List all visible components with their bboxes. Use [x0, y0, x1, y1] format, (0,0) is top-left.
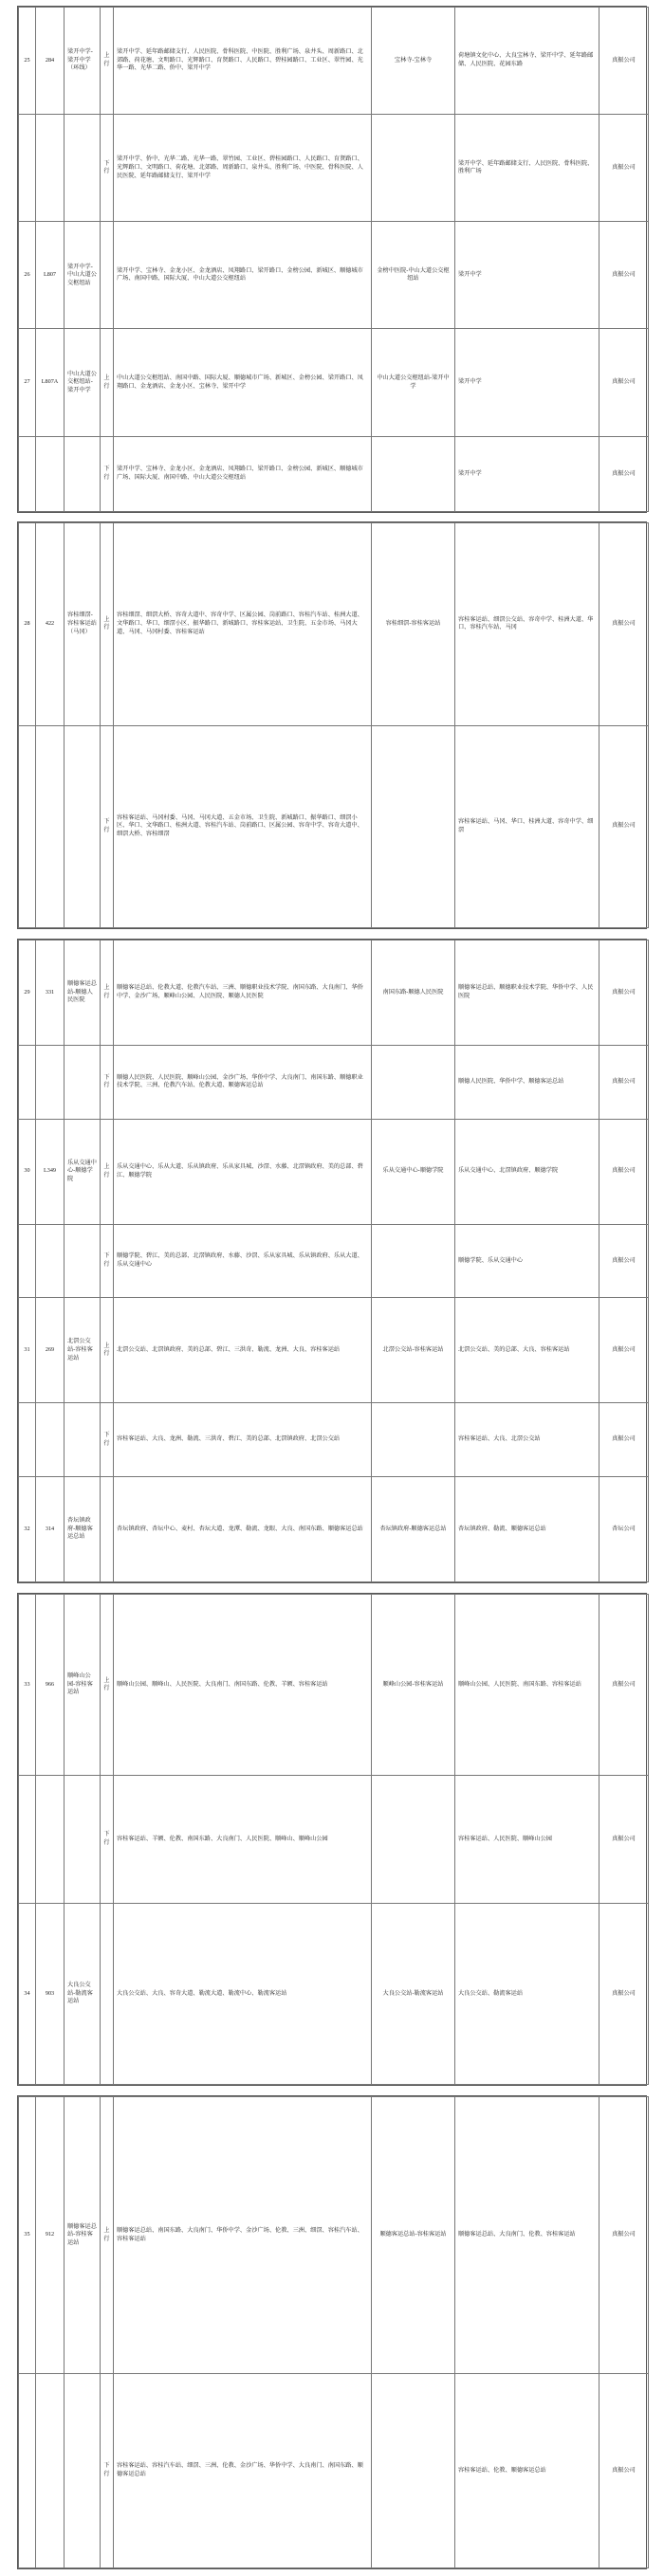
- hub-cell: [372, 115, 455, 222]
- route-code-cell: [36, 1224, 65, 1298]
- route-code-cell: [36, 1045, 65, 1119]
- route-number-cell: 25: [19, 8, 36, 115]
- hub-cell: [372, 1403, 455, 1477]
- table-row: [19, 1224, 649, 1298]
- hub-cell: 顺德客运总站-容桂客运站: [372, 2097, 455, 2374]
- operator-cell: 真振公司: [599, 1224, 649, 1298]
- route-terminals-cell: [65, 2374, 101, 2568]
- hub-cell: 乐从交通中心-顺德学院: [372, 1119, 455, 1224]
- table-row: [19, 523, 649, 726]
- direction-cell: 下行: [101, 436, 114, 511]
- operator-cell: 真振公司: [599, 329, 649, 436]
- direction-cell: [101, 1477, 114, 1582]
- stops-list-cell: 梁开中学、侨中、光华二路、光华一路、翠竹园、工业区、碧桂园路口、人民路口、育贤路口、光辉路口、文明路口、荷花塘、北郊路、周新路口、泉井头、胜利广场、中医院、骨科医院、人民医院、延年路邮储支行、梁开中学: [114, 115, 372, 222]
- table-row: [19, 2374, 649, 2568]
- connection-cell: 容桂客运站、人民医院、顺峰山公园: [455, 1776, 599, 1903]
- stops-list-cell: 容桂细滘、细滘大桥、容奇大道中、容奇中学、区属公园、岗前路口、容桂汽车站、桂洲大道、文华路口、华口、细滘小区、振华路口、新城路口、容桂客运站、卫生院、五金市场、马冈大道、马冈、马冈村委、容桂客运站: [114, 523, 372, 726]
- stops-list-cell: 梁开中学、宝林寺、金龙小区、金龙酒店、凤翔路口、梁开路口、金榜公园、新城区、顺德城市广场、南国中路、国际大厦、中山大道公交枢纽站: [114, 222, 372, 329]
- direction-cell: 上行: [101, 1119, 114, 1224]
- hub-cell: [372, 1045, 455, 1119]
- table-row: [19, 725, 649, 928]
- stops-list-cell: 梁开中学、延年路邮储支行、人民医院、骨科医院、中医院、胜利广场、泉井头、周新路口、北郊路、荷花塘、文明路口、光辉路口、育贤路口、人民路口、碧桂园路口、工业区、翠竹园、光华一路、光华二路、侨中、梁开中学: [114, 8, 372, 115]
- direction-cell: 下行: [101, 1403, 114, 1477]
- route-table-sheet-4: [17, 1593, 647, 2086]
- route-code-cell: 912: [36, 2097, 65, 2374]
- operator-cell: 真振公司: [599, 1045, 649, 1119]
- table-row: [19, 1903, 649, 2084]
- stops-list-cell: 顺德人民医院、人民医院、顺峰山公园、金沙广场、华侨中学、大良南门、南国东路、顺德职业技术学院、三洲、伦教汽车站、伦教大道、顺德客运总站: [114, 1045, 372, 1119]
- route-table: [18, 1594, 649, 2085]
- direction-cell: [101, 222, 114, 329]
- connection-cell: 荷塘镇文化中心、大良宝林寺、梁开中学、延年路邮储、人民医院、花园东路: [455, 8, 599, 115]
- stops-list-cell: 中山大道公交枢纽站、南国中路、国际大厦、顺德城市广场、新城区、金榜公园、梁开路口、凤翔路口、金龙酒店、金龙小区、宝林寺、梁开中学: [114, 329, 372, 436]
- direction-cell: 上行: [101, 941, 114, 1046]
- route-terminals-cell: [65, 115, 101, 222]
- route-table: [18, 7, 649, 512]
- table-row: [19, 1776, 649, 1903]
- hub-cell: 中山大道公交枢纽站-梁开中学: [372, 329, 455, 436]
- direction-cell: 下行: [101, 115, 114, 222]
- table-row: [19, 941, 649, 1046]
- operator-cell: 杏坛公司: [599, 1477, 649, 1582]
- route-number-cell: 33: [19, 1595, 36, 1776]
- hub-cell: 宝林寺-宝林寺: [372, 8, 455, 115]
- stops-list-cell: 乐从交通中心、乐从大道、乐从镇政府、乐从家具城、沙滘、水藤、北滘镇政府、美的总部、碧江、顺德学院: [114, 1119, 372, 1224]
- direction-cell: 上行: [101, 523, 114, 726]
- operator-cell: 真振公司: [599, 115, 649, 222]
- route-table-sheet-1: [17, 6, 647, 513]
- route-code-cell: 284: [36, 8, 65, 115]
- table-row: [19, 1119, 649, 1224]
- route-code-cell: [36, 436, 65, 511]
- route-code-cell: L349: [36, 1119, 65, 1224]
- connection-cell: 梁开中学: [455, 222, 599, 329]
- route-number-cell: 31: [19, 1298, 36, 1403]
- table-row: [19, 436, 649, 511]
- connection-cell: 大良公交站、勒流客运站: [455, 1903, 599, 2084]
- route-terminals-cell: [65, 1045, 101, 1119]
- table-row: [19, 222, 649, 329]
- table-row: [19, 115, 649, 222]
- direction-cell: 上行: [101, 1298, 114, 1403]
- route-number-cell: [19, 1403, 36, 1477]
- stops-list-cell: 北滘公交站、北滘镇政府、美的总部、碧江、三洪奇、勒流、龙洲、大良、容桂客运站: [114, 1298, 372, 1403]
- connection-cell: 顺德学院、乐从交通中心: [455, 1224, 599, 1298]
- route-code-cell: 314: [36, 1477, 65, 1582]
- operator-cell: 真振公司: [599, 1595, 649, 1776]
- operator-cell: 真振公司: [599, 725, 649, 928]
- table-row: [19, 1298, 649, 1403]
- connection-cell: 梁开中学: [455, 436, 599, 511]
- operator-cell: 真振公司: [599, 1119, 649, 1224]
- connection-cell: 北滘公交站、美的总部、大良、容桂客运站: [455, 1298, 599, 1403]
- operator-cell: 真振公司: [599, 8, 649, 115]
- connection-cell: 容桂客运站、伦教、顺德客运总站: [455, 2374, 599, 2568]
- route-code-cell: [36, 1403, 65, 1477]
- route-code-cell: 269: [36, 1298, 65, 1403]
- route-terminals-cell: 顺峰山公园-容桂客运站: [65, 1595, 101, 1776]
- direction-cell: 上行: [101, 1595, 114, 1776]
- connection-cell: 顺德人民医院、华侨中学、顺德客运总站: [455, 1045, 599, 1119]
- hub-cell: [372, 2374, 455, 2568]
- operator-cell: 真振公司: [599, 523, 649, 726]
- hub-cell: [372, 725, 455, 928]
- connection-cell: 梁开中学、延年路邮储支行、人民医院、骨科医院、胜利广场: [455, 115, 599, 222]
- stops-list-cell: 容桂客运站、羊额、伦教、南国东路、大良南门、人民医院、顺峰山、顺峰山公园: [114, 1776, 372, 1903]
- hub-cell: [372, 1776, 455, 1903]
- route-number-cell: [19, 115, 36, 222]
- table-row: [19, 1045, 649, 1119]
- stops-list-cell: 容桂客运站、马冈村委、马冈、马冈大道、五金市场、卫生院、新城路口、振华路口、细滘小区、华口、文华路口、桂洲大道、容桂汽车站、岗前路口、区属公园、容奇中学、容奇大道中、细滘大桥、容桂细滘: [114, 725, 372, 928]
- route-terminals-cell: 中山大道公交枢纽站-梁开中学: [65, 329, 101, 436]
- route-terminals-cell: [65, 1776, 101, 1903]
- route-code-cell: [36, 2374, 65, 2568]
- connection-cell: 容桂客运站、细滘公交站、容奇中学、桂洲大道、华口、容桂汽车站、马冈: [455, 523, 599, 726]
- route-number-cell: 30: [19, 1119, 36, 1224]
- stops-list-cell: 顺峰山公园、顺峰山、人民医院、大良南门、南国东路、伦教、羊额、容桂客运站: [114, 1595, 372, 1776]
- route-terminals-cell: 北滘公交站-容桂客运站: [65, 1298, 101, 1403]
- hub-cell: 金榜中医院-中山大道公交枢纽站: [372, 222, 455, 329]
- route-terminals-cell: 大良公交站-勒流客运站: [65, 1903, 101, 2084]
- route-number-cell: [19, 436, 36, 511]
- route-number-cell: 26: [19, 222, 36, 329]
- route-number-cell: [19, 2374, 36, 2568]
- route-table-sheet-3: [17, 939, 647, 1583]
- direction-cell: 上行: [101, 329, 114, 436]
- direction-cell: 下行: [101, 725, 114, 928]
- route-number-cell: [19, 1224, 36, 1298]
- route-table: [18, 940, 649, 1582]
- route-terminals-cell: 杏坛镇政府-顺德客运总站: [65, 1477, 101, 1582]
- stops-list-cell: 容桂客运站、大良、龙洲、勒流、三洪奇、碧江、美的总部、北滘镇政府、北滘公交站: [114, 1403, 372, 1477]
- hub-cell: 北滘公交站-容桂客运站: [372, 1298, 455, 1403]
- table-row: [19, 1595, 649, 1776]
- table-row: [19, 329, 649, 436]
- connection-cell: 容桂客运站、大良、北滘公交站: [455, 1403, 599, 1477]
- route-terminals-cell: 梁开中学-梁开中学（环线）: [65, 8, 101, 115]
- stops-list-cell: 顺德客运总站、南国东路、大良南门、华侨中学、金沙广场、伦教、三洲、细滘、容桂汽车站、容桂客运站: [114, 2097, 372, 2374]
- route-table-sheet-5: [17, 2095, 647, 2569]
- route-number-cell: 35: [19, 2097, 36, 2374]
- stops-list-cell: 梁开中学、宝林寺、金龙小区、金龙酒店、凤翔路口、梁开路口、金榜公园、新城区、顺德城市广场、国际大厦、南国中路、中山大道公交枢纽站: [114, 436, 372, 511]
- route-code-cell: 903: [36, 1903, 65, 2084]
- connection-cell: 顺德客运总站、大良南门、伦教、容桂客运站: [455, 2097, 599, 2374]
- operator-cell: 真振公司: [599, 1298, 649, 1403]
- direction-cell: 下行: [101, 1045, 114, 1119]
- route-terminals-cell: [65, 725, 101, 928]
- operator-cell: 真振公司: [599, 2097, 649, 2374]
- table-row: [19, 8, 649, 115]
- table-row: [19, 2097, 649, 2374]
- route-number-cell: 28: [19, 523, 36, 726]
- direction-cell: 上行: [101, 8, 114, 115]
- hub-cell: 容桂细滘-容桂客运站: [372, 523, 455, 726]
- route-code-cell: L807A: [36, 329, 65, 436]
- operator-cell: 真振公司: [599, 941, 649, 1046]
- route-terminals-cell: 梁开中学-中山大道公交枢纽站: [65, 222, 101, 329]
- route-number-cell: 29: [19, 941, 36, 1046]
- route-code-cell: 331: [36, 941, 65, 1046]
- direction-cell: 下行: [101, 1224, 114, 1298]
- route-number-cell: [19, 1776, 36, 1903]
- operator-cell: 真振公司: [599, 436, 649, 511]
- operator-cell: 真振公司: [599, 1403, 649, 1477]
- direction-cell: [101, 1903, 114, 2084]
- route-number-cell: [19, 725, 36, 928]
- direction-cell: 下行: [101, 1776, 114, 1903]
- stops-list-cell: 杏坛镇政府、杏坛中心、麦村、杏坛大道、龙潭、勒流、龙眼、大良、南国东路、顺德客运总站: [114, 1477, 372, 1582]
- route-terminals-cell: [65, 436, 101, 511]
- hub-cell: [372, 436, 455, 511]
- operator-cell: 真振公司: [599, 222, 649, 329]
- route-terminals-cell: [65, 1224, 101, 1298]
- connection-cell: 梁开中学: [455, 329, 599, 436]
- route-terminals-cell: 乐从交通中心-顺德学院: [65, 1119, 101, 1224]
- route-code-cell: [36, 1776, 65, 1903]
- route-code-cell: 966: [36, 1595, 65, 1776]
- connection-cell: 顺德客运总站、顺德职业技术学院、华侨中学、人民医院: [455, 941, 599, 1046]
- hub-cell: 大良公交站-勒流客运站: [372, 1903, 455, 2084]
- route-code-cell: [36, 725, 65, 928]
- route-code-cell: 422: [36, 523, 65, 726]
- operator-cell: 真振公司: [599, 1903, 649, 2084]
- direction-cell: 下行: [101, 2374, 114, 2568]
- route-terminals-cell: 容桂细滘-容桂客运站（马冈）: [65, 523, 101, 726]
- stops-list-cell: 容桂客运站、容桂汽车站、细滘、三洲、伦教、金沙广场、华侨中学、大良南门、南国东路、顺德客运总站: [114, 2374, 372, 2568]
- route-terminals-cell: 顺德客运总站-容桂客运站: [65, 2097, 101, 2374]
- hub-cell: 杏坛镇政府-顺德客运总站: [372, 1477, 455, 1582]
- connection-cell: 容桂客运站、马冈、华口、桂洲大道、容奇中学、细滘: [455, 725, 599, 928]
- route-number-cell: 32: [19, 1477, 36, 1582]
- hub-cell: 顺峰山公园-容桂客运站: [372, 1595, 455, 1776]
- hub-cell: [372, 1224, 455, 1298]
- route-table: [18, 522, 649, 928]
- route-table: [18, 2096, 649, 2568]
- table-row: [19, 1403, 649, 1477]
- operator-cell: 真振公司: [599, 1776, 649, 1903]
- stops-list-cell: 顺德客运总站、伦教大道、伦教汽车站、三洲、顺德职业技术学院、南国东路、大良南门、华侨中学、金沙广场、顺峰山公园、人民医院、顺德人民医院: [114, 941, 372, 1046]
- hub-cell: 南国东路-顺德人民医院: [372, 941, 455, 1046]
- route-number-cell: 27: [19, 329, 36, 436]
- route-code-cell: L807: [36, 222, 65, 329]
- route-number-cell: [19, 1045, 36, 1119]
- stops-list-cell: 大良公交站、大良、容奇大道、勒流大道、勒流中心、勒流客运站: [114, 1903, 372, 2084]
- operator-cell: 真振公司: [599, 2374, 649, 2568]
- connection-cell: 乐从交通中心、北滘镇政府、顺德学院: [455, 1119, 599, 1224]
- connection-cell: 杏坛镇政府、勒流、顺德客运总站: [455, 1477, 599, 1582]
- route-code-cell: [36, 115, 65, 222]
- stops-list-cell: 顺德学院、碧江、美的总部、北滘镇政府、水藤、沙滘、乐从家具城、乐从镇政府、乐从大道、乐从交通中心: [114, 1224, 372, 1298]
- route-number-cell: 34: [19, 1903, 36, 2084]
- route-terminals-cell: 顺德客运总站-顺德人民医院: [65, 941, 101, 1046]
- route-terminals-cell: [65, 1403, 101, 1477]
- table-row: [19, 1477, 649, 1582]
- route-table-sheet-2: [17, 521, 647, 929]
- direction-cell: 上行: [101, 2097, 114, 2374]
- connection-cell: 顺峰山公园、人民医院、南国东路、容桂客运站: [455, 1595, 599, 1776]
